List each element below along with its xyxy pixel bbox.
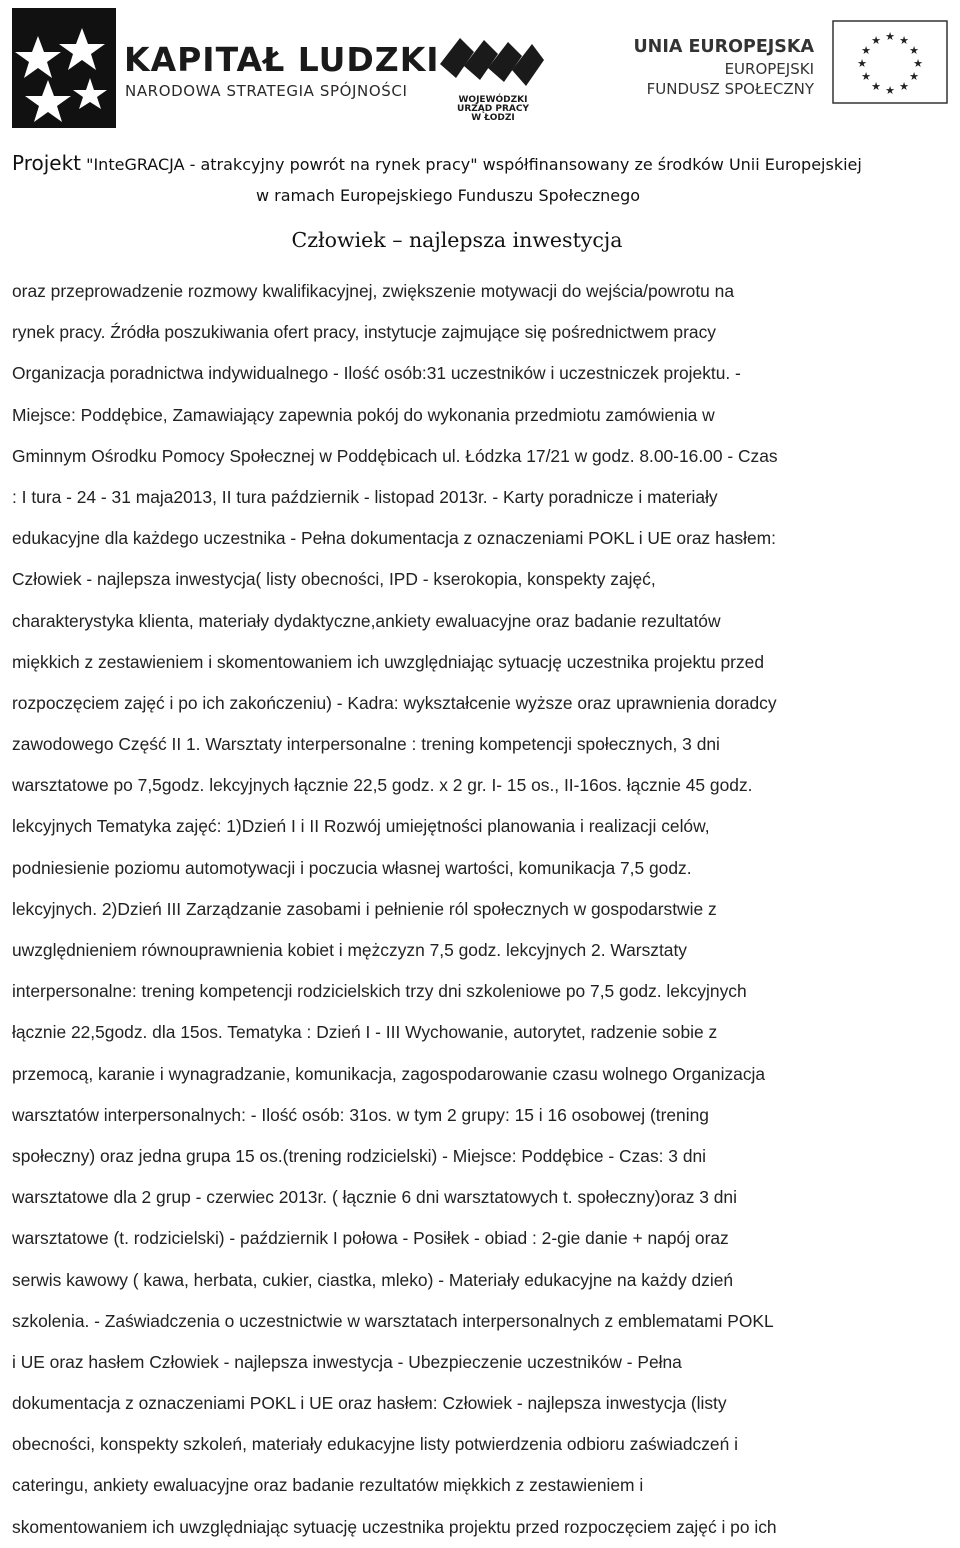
svg-text:★: ★ <box>885 30 895 43</box>
body-text-line: łącznie 22,5godz. dla 15os. Tematyka : Dzień I - III Wychowanie, autorytet, radzenie sobie z <box>12 1022 718 1043</box>
svg-text:★: ★ <box>861 44 871 57</box>
body-text-line: lekcyjnych. 2)Dzień III Zarządzanie zasobami i pełnienie ról społecznych w gospodarstwie z <box>12 898 717 919</box>
body-text-line: : I tura - 24 - 31 maja2013, II tura październik - listopad 2013r. - Karty poradnicze i materiały <box>12 486 718 507</box>
wup-logo-text <box>438 96 548 123</box>
svg-text:★: ★ <box>899 80 909 93</box>
body-text-line: miękkich z zestawieniem i skomentowaniem ich uwzględniając sytuację uczestnika projektu przed <box>12 651 765 672</box>
wup-line-2: URZĄD PRACY <box>457 104 529 114</box>
kapital-ludzki-title: KAPITAŁ LUDZKI <box>124 40 440 79</box>
body-text-line: szkolenia. - Zaświadczenia o uczestnictwie w warsztatach interpersonalnych z emblematami POKL <box>12 1310 774 1331</box>
wup-line-1: WOJEWÓDZKI <box>458 95 528 105</box>
kapital-ludzki-star-logo <box>8 6 120 130</box>
body-text-line: warsztatów interpersonalnych: - Ilość osób: 31os. w tym 2 grupy: 15 i 16 osobowej (trening <box>12 1104 709 1125</box>
body-text-line: lekcyjnych Tematyka zajęć: 1)Dzień I i II Rozwój umiejętności planowania i realizacji celów, <box>12 816 710 837</box>
svg-text:★: ★ <box>871 34 881 47</box>
body-text-line: i UE oraz hasłem Człowiek - najlepsza inwestycja - Ubezpieczenie uczestników - Pełna <box>12 1351 682 1372</box>
eu-logo-text <box>633 36 814 99</box>
project-title-rest: "InteGRACJA - atrakcyjny powrót na rynek pracy" współfinansowany ze środków Unii Europejskiej <box>81 155 862 174</box>
kapital-ludzki-subtitle: NARODOWA STRATEGIA SPÓJNOŚCI <box>125 82 408 100</box>
body-text-line: oraz przeprowadzenie rozmowy kwalifikacyjnej, zwiększenie motywacji do wejścia/powrotu na <box>12 281 735 301</box>
body-text-line: warsztatowe (t. rodzicielski) - październik I połowa - Posiłek - obiad : 2-gie danie + napój oraz <box>12 1228 729 1249</box>
document-body <box>12 271 927 1548</box>
body-text-line: Gminnym Ośrodku Pomocy Społecznej w Poddębicach ul. Łódzka 17/21 w godz. 8.00-16.00 - Czas <box>12 445 778 466</box>
svg-text:★: ★ <box>909 70 919 83</box>
body-text-line: rynek pracy. Źródła poszukiwania ofert pracy, instytucje zajmujące się pośrednictwem pracy <box>12 322 716 343</box>
body-text-line: skomentowaniem ich uwzględniając sytuację uczestnika projektu przed rozpoczęciem zajęć i po ich <box>12 1516 777 1537</box>
body-text-line: społeczny) oraz jedna grupa 15 os.(trening rodzicielski) - Miejsce: Poddębice - Czas: 3 dni <box>12 1145 707 1166</box>
svg-text:★: ★ <box>913 57 923 70</box>
project-title-line-2: w ramach Europejskiego Funduszu Społecznego <box>256 186 641 205</box>
svg-text:★: ★ <box>857 57 867 70</box>
eu-line-1: UNIA EUROPEJSKA <box>633 37 814 57</box>
body-text-line: dokumentacja z oznaczeniami POKL i UE oraz hasłem: Człowiek - najlepsza inwestycja (listy <box>12 1393 727 1414</box>
svg-text:★: ★ <box>909 44 919 57</box>
body-text-line: przemocą, karanie i wynagradzanie, komunikacja, zagospodarowanie czasu wolnego Organizacja <box>12 1063 766 1084</box>
body-text-line: uwzględnieniem równouprawnienia kobiet i mężczyzn 7,5 godz. lekcyjnych 2. Warsztaty <box>12 940 688 960</box>
body-text-line: Miejsce: Poddębice, Zamawiający zapewnia pokój do wykonania przedmiotu zamówienia w <box>12 404 715 425</box>
body-text-line: interpersonalne: trening kompetencji rodzicielskich trzy dni szkoleniowe po 7,5 godz. lekcyjnych <box>12 981 747 1002</box>
motto: Człowiek – najlepsza inwestycja <box>291 228 623 252</box>
svg-text:★: ★ <box>871 80 881 93</box>
body-text-line: Człowiek - najlepsza inwestycja( listy obecności, IPD - kserokopia, konspekty zajęć, <box>12 569 656 590</box>
body-text-line: warsztatowe po 7,5godz. lekcyjnych łącznie 22,5 godz. x 2 gr. I- 15 os., II-16os. łącznie 45 godz. <box>12 775 753 796</box>
body-text-line: cateringu, ankiety ewaluacyjne oraz badanie rezultatów miękkich z zestawieniem i <box>12 1475 644 1496</box>
body-text-line: rozpoczęciem zajęć i po ich zakończeniu) - Kadra: wykształcenie wyższe oraz uprawnienia doradcy <box>12 692 777 713</box>
svg-text:★: ★ <box>885 84 895 97</box>
wup-arrows-logo <box>438 30 546 94</box>
body-text-line: Organizacja poradnictwa indywidualnego - Ilość osób:31 uczestników i uczestniczek projektu. - <box>12 363 741 384</box>
body-text-line: charakterystyka klienta, materiały dydaktyczne,ankiety ewaluacyjne oraz badanie rezultatów <box>12 610 721 631</box>
body-text-line: serwis kawowy ( kawa, herbata, cukier, ciastka, mleko) - Materiały edukacyjne na każdy dzień <box>12 1269 734 1290</box>
logo-bar <box>0 0 960 140</box>
svg-text:★: ★ <box>899 34 909 47</box>
body-text-line: edukacyjne dla każdego uczestnika - Pełna dokumentacja z oznaczeniami POKL i UE oraz hasłem: <box>12 528 776 549</box>
wup-line-3: W ŁODZI <box>471 113 515 123</box>
project-word: Projekt <box>12 151 82 175</box>
eu-line-2: EUROPEJSKI <box>724 60 814 78</box>
eu-line-3: FUNDUSZ SPOŁECZNY <box>646 80 814 98</box>
body-text-line: zawodowego Część II 1. Warsztaty interpersonalne : trening kompetencji społecznych, 3 dni <box>12 734 720 755</box>
body-text-line: obecności, konspekty szkoleń, materiały edukacyjne listy potwierdzenia odbioru zaświadczeń i <box>12 1434 738 1455</box>
eu-flag-icon <box>832 20 948 104</box>
body-text-line: warsztatowe dla 2 grup - czerwiec 2013r. ( łącznie 6 dni warsztatowych t. społeczny)oraz 3 dni <box>12 1187 737 1208</box>
svg-text:★: ★ <box>861 70 871 83</box>
body-text-line: podniesienie poziomu automotywacji i poczucia własnej wartości, komunikacja 7,5 godz. <box>12 857 692 878</box>
project-title-line-1 <box>12 151 862 175</box>
